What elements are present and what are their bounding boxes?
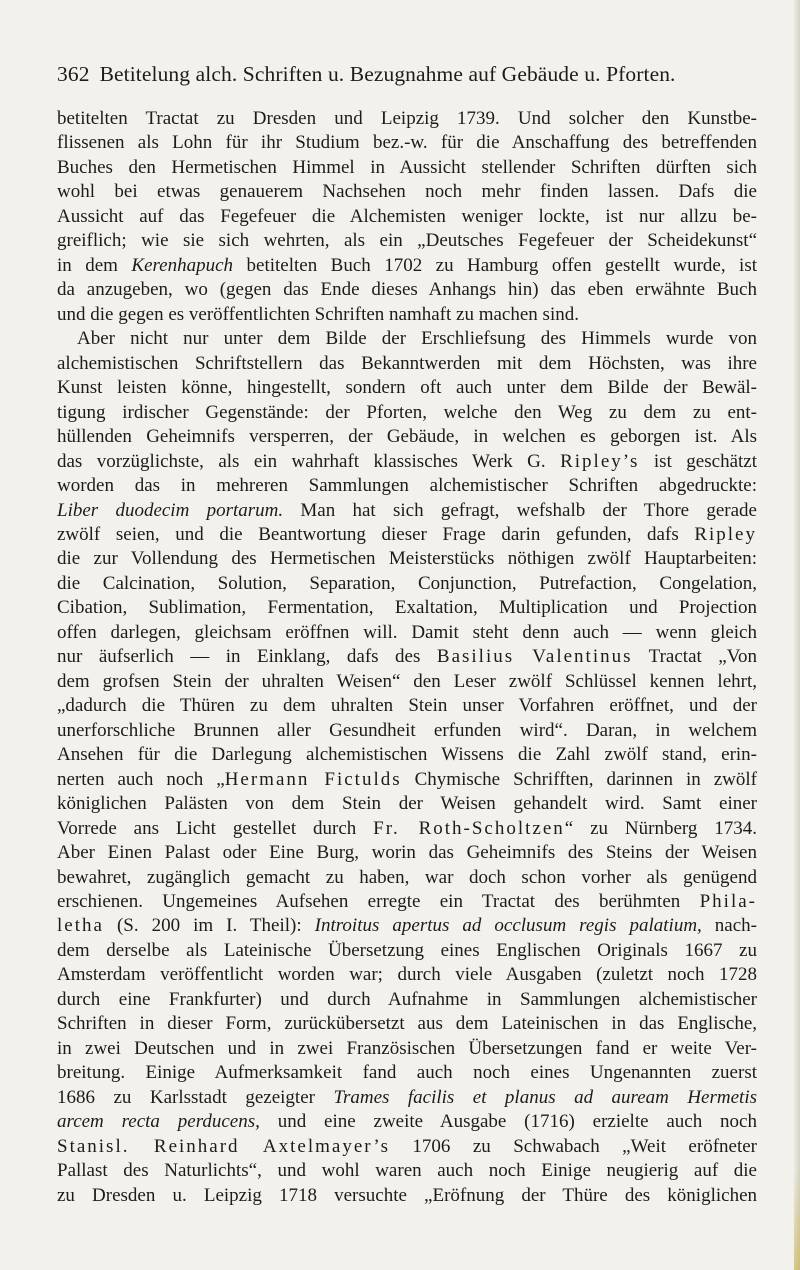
text-line: hüllenden Geheimnifs versperren, der Gebäude, in welchen es geborgen ist. Als <box>57 426 757 448</box>
text-line: das vorzüglichste, als ein wahrhaft klassisches Werk G. Ripley’s ist geschätzt <box>57 450 757 472</box>
text-line: Ansehen für die Darlegung alchemistischen Wissens die Zahl zwölf stand, erin- <box>57 744 757 766</box>
text-line: da anzugeben, wo (gegen das Ende dieses Anhangs hin) das eben erwähnte Buch <box>57 279 757 301</box>
running-title: Betitelung alch. Schriften u. Bezugnahme auf Gebäude u. Pforten. <box>99 62 676 86</box>
text-line: unerforschliche Brunnen aller Gesundheit erfunden wird“. Daran, in welchem <box>57 719 757 741</box>
text-line: zu Dresden u. Leipzig 1718 versuchte „Eröfnung der Thüre des königlichen <box>57 1184 757 1206</box>
author-name-spaced: Phila- <box>699 891 757 912</box>
text-line: Kunst leisten könne, hingestellt, sondern oft auch unter dem Bilde der Bewäl- <box>57 377 757 399</box>
text-line: königlichen Palästen von dem Stein der Weisen gehandelt wird. Samt einer <box>57 793 757 815</box>
text-line: Buches den Hermetischen Himmel in Aussicht stellender Schriften dürften sich <box>57 156 757 178</box>
book-title-italic: arcem recta perducens, <box>57 1111 260 1133</box>
text-line: Vorrede ans Licht gestellet durch Fr. Roth-Scholtzen“ zu Nürnberg 1734. <box>57 817 757 839</box>
text-line: Cibation, Sublimation, Fermentation, Exaltation, Multiplication und Projection <box>57 597 757 619</box>
text-line: dem derselbe als Lateinische Übersetzung eines Englischen Originals 1667 zu <box>57 939 757 961</box>
text-line: alchemistischen Schriftstellern das Bekanntwerden mit dem Höchsten, was ihre <box>57 352 757 374</box>
text-line: Liber duodecim portarum. Man hat sich gefragt, wefshalb der Thore gerade <box>57 499 757 521</box>
text-line: durch eine Frankfurter) und durch Aufnahme in Sammlungen alchemistischer <box>57 988 757 1010</box>
text-line: die zur Vollendung des Hermetischen Meisterstücks nöthigen zwölf Hauptarbeiten: <box>57 548 757 570</box>
text-line: Aussicht auf das Fegefeuer die Alchemisten weniger lockte, ist nur allzu be- <box>57 205 757 227</box>
text-line: greiflich; wie sie sich wehrten, als ein „Deutsches Fegefeuer der Scheidekunst“ <box>57 230 757 252</box>
book-title-italic: Liber duodecim portarum. <box>57 499 284 521</box>
page-edge-tint <box>794 1170 800 1270</box>
page-gutter-shadow <box>793 0 800 1270</box>
author-name-spaced: Ripley’s <box>560 450 640 472</box>
text-line: Stanisl. Reinhard Axtelmayer’s 1706 zu Schwabach „Weit eröfneter <box>57 1135 757 1157</box>
page-number: 362 <box>57 62 90 86</box>
text-line: nerten auch noch „Hermann Fictulds Chymische Schrifften, darinnen in zwölf <box>57 768 757 790</box>
text-line: betitelten Tractat zu Dresden und Leipzig 1739. Und solcher den Kunstbe- <box>57 108 757 129</box>
text-line: tigung irdischer Gegenstände: der Pforten, welche den Weg zu dem zu ent- <box>57 401 757 423</box>
text-line: und die gegen es veröffentlichten Schriften namhaft zu machen sind. <box>57 303 579 325</box>
text-line: Aber Einen Palast oder Eine Burg, worin das Geheimnifs des Steins der Weisen <box>57 842 757 864</box>
text-line: die Calcination, Solution, Separation, Conjunction, Putrefaction, Congelation, <box>57 572 757 594</box>
book-title-italic: Introitus apertus ad occlusum regis palatium, <box>314 915 702 937</box>
text-line: bewahret, zugänglich gemacht zu haben, war doch schon vorher als genügend <box>57 866 757 888</box>
author-name-spaced: Basilius Valentinus <box>436 646 633 668</box>
text-line: in zwei Deutschen und in zwei Französischen Übersetzungen fand er weite Ver- <box>57 1037 757 1059</box>
text-line: 1686 zu Karlsstadt gezeigter Trames facilis et planus ad auream Hermetis <box>57 1086 757 1108</box>
author-name-spaced: Stanisl. Reinhard Axtelmayer’s <box>57 1135 390 1157</box>
body-text <box>57 107 757 1208</box>
text-line: worden das in mehreren Sammlungen alchemistischer Schriften abgedruckte: <box>57 475 757 497</box>
author-name-spaced: Ripley <box>694 523 757 545</box>
text-line: Pallast des Naturlichts“, und wohl waren auch noch Einige neugierig auf die <box>57 1160 757 1182</box>
text-line: nur äufserlich — in Einklang, dafs des Basilius Valentinus Tractat „Von <box>57 646 757 668</box>
running-header <box>57 62 757 94</box>
text-line: dem grofsen Stein der uhralten Weisen“ den Leser zwölf Schlüssel kennen lehrt, <box>57 670 757 692</box>
author-name-spaced: letha <box>57 915 104 937</box>
text-line: „dadurch die Thüren zu dem uhralten Stein unser Vorfahren eröffnet, und der <box>57 695 757 717</box>
text-line: arcem recta perducens, und eine zweite Ausgabe (1716) erzielte auch noch <box>57 1111 757 1133</box>
text-line: offen darlegen, gleichsam eröffnen will. Damit steht denn auch — wenn gleich <box>57 621 757 643</box>
author-name-spaced: Fr. Roth-Scholtzen <box>373 817 565 839</box>
text-line: flissenen als Lohn für ihr Studium bez.-w. für die Anschaffung des betreffenden <box>57 132 757 154</box>
author-name-spaced: Hermann Fictulds <box>224 768 402 790</box>
text-line: in dem Kerenhapuch betitelten Buch 1702 zu Hamburg offen gestellt wurde, ist <box>57 254 758 276</box>
text-line: zwölf seien, und die Beantwortung dieser Frage darin gefunden, dafs Ripley <box>57 523 757 545</box>
text-line: Schriften in dieser Form, zurückübersetzt aus dem Lateinischen in das Englische, <box>57 1013 757 1035</box>
text-line: letha (S. 200 im I. Theil): Introitus apertus ad occlusum regis palatium, nach- <box>57 915 757 937</box>
text-line: Amsterdam veröffentlicht worden war; durch viele Ausgaben (zuletzt noch 1728 <box>57 964 757 986</box>
text-line: Aber nicht nur unter dem Bilde der Erschliefsung des Himmels wurde von <box>77 328 757 350</box>
text-line: erschienen. Ungemeines Aufsehen erregte ein Tractat des berühmten Phila- <box>57 891 757 912</box>
book-title-italic: Trames facilis et planus ad auream Hermetis <box>333 1086 757 1108</box>
text-line: wohl bei etwas genauerem Nachsehen noch mehr finden lassen. Dafs die <box>57 181 757 203</box>
book-title-italic: Kerenhapuch <box>131 254 234 276</box>
text-line: breitung. Einige Aufmerksamkeit fand auch noch eines Ungenannten zuerst <box>57 1062 757 1084</box>
